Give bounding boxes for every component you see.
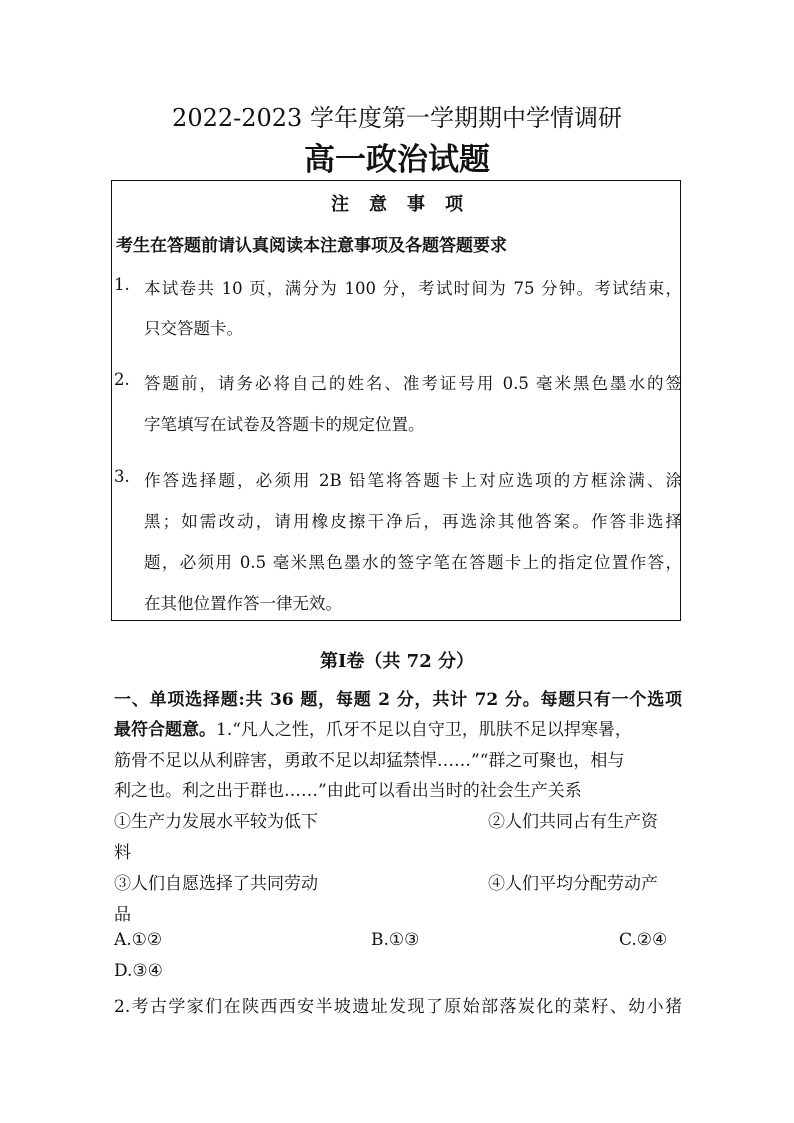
rule-line: 答题前，请务必将自己的姓名、准考证号用 0.5 毫米黑色墨水的签: [144, 374, 682, 393]
notice-heading: 注意事项: [331, 194, 483, 215]
question-1-text: 1.“凡人之性，爪牙不足以自守卫，肌肤不足以捍寒暑，: [216, 720, 632, 740]
rule-number: 1.: [114, 275, 130, 294]
section-title: 第Ⅰ卷（共 72 分）: [319, 651, 474, 672]
question-1-line-3: 筋骨不足以从利辟害，勇敢不足以却猛禁悍……”“群之可聚也，相与: [114, 751, 625, 771]
question-2-line-1: 2.考古学家们在陕西西安半坡遗址发现了原始部落炭化的菜籽、幼小猪: [114, 997, 682, 1017]
rule-line: 本试卷共 10 页，满分为 100 分，考试时间为 75 分钟。考试结束，: [144, 279, 682, 298]
rule-number: 3.: [114, 467, 130, 486]
rule-line: 题，必须用 0.5 毫米黑色墨水的签字笔在答题卡上的指定位置作答，: [144, 553, 682, 572]
rule-line: 黑；如需改动，请用橡皮擦干净后，再选涂其他答案。作答非选择: [144, 512, 682, 531]
rule-line: 作答选择题，必须用 2B 铅笔将答题卡上对应选项的方框涂满、涂: [144, 471, 682, 490]
q1-item-1: ①生产力发展水平较为低下: [114, 812, 318, 832]
q1-option-c: C.②④: [619, 930, 668, 950]
q1-option-d: D.③④: [114, 961, 163, 981]
q1-item-2-wrap: 料: [114, 843, 131, 863]
rule-number: 2.: [114, 370, 130, 389]
q1-item-4-wrap: 品: [114, 905, 131, 925]
question-1-line-4: 利之也。利之出于群也……”由此可以看出当时的社会生产关系: [114, 781, 582, 801]
instruction-line-1: 一、单项选择题:共 36 题，每题 2 分，共计 72 分。每题只有一个选项: [114, 690, 682, 710]
q1-item-2: ②人们共同占有生产资: [488, 812, 658, 832]
notice-subheading: 考生在答题前请认真阅读本注意事项及各题答题要求: [116, 236, 507, 256]
rule-line: 字笔填写在试卷及答题卡的规定位置。: [144, 415, 425, 434]
exam-title: 2022-2023 学年度第一学期期中学情调研: [172, 104, 622, 132]
question-1-line-2: [114, 715, 632, 740]
subject-title: 高一政治试题: [304, 142, 490, 178]
q1-item-4: ④人们平均分配劳动产: [488, 874, 658, 894]
instruction-line-2: 最符合题意。: [114, 720, 216, 740]
q1-option-b: B.①③: [371, 930, 420, 950]
rule-line: 只交答题卡。: [144, 319, 243, 338]
q1-item-3: ③人们自愿选择了共同劳动: [114, 874, 318, 894]
rule-line: 在其他位置作答一律无效。: [144, 594, 342, 613]
q1-option-a: A.①②: [114, 930, 163, 950]
